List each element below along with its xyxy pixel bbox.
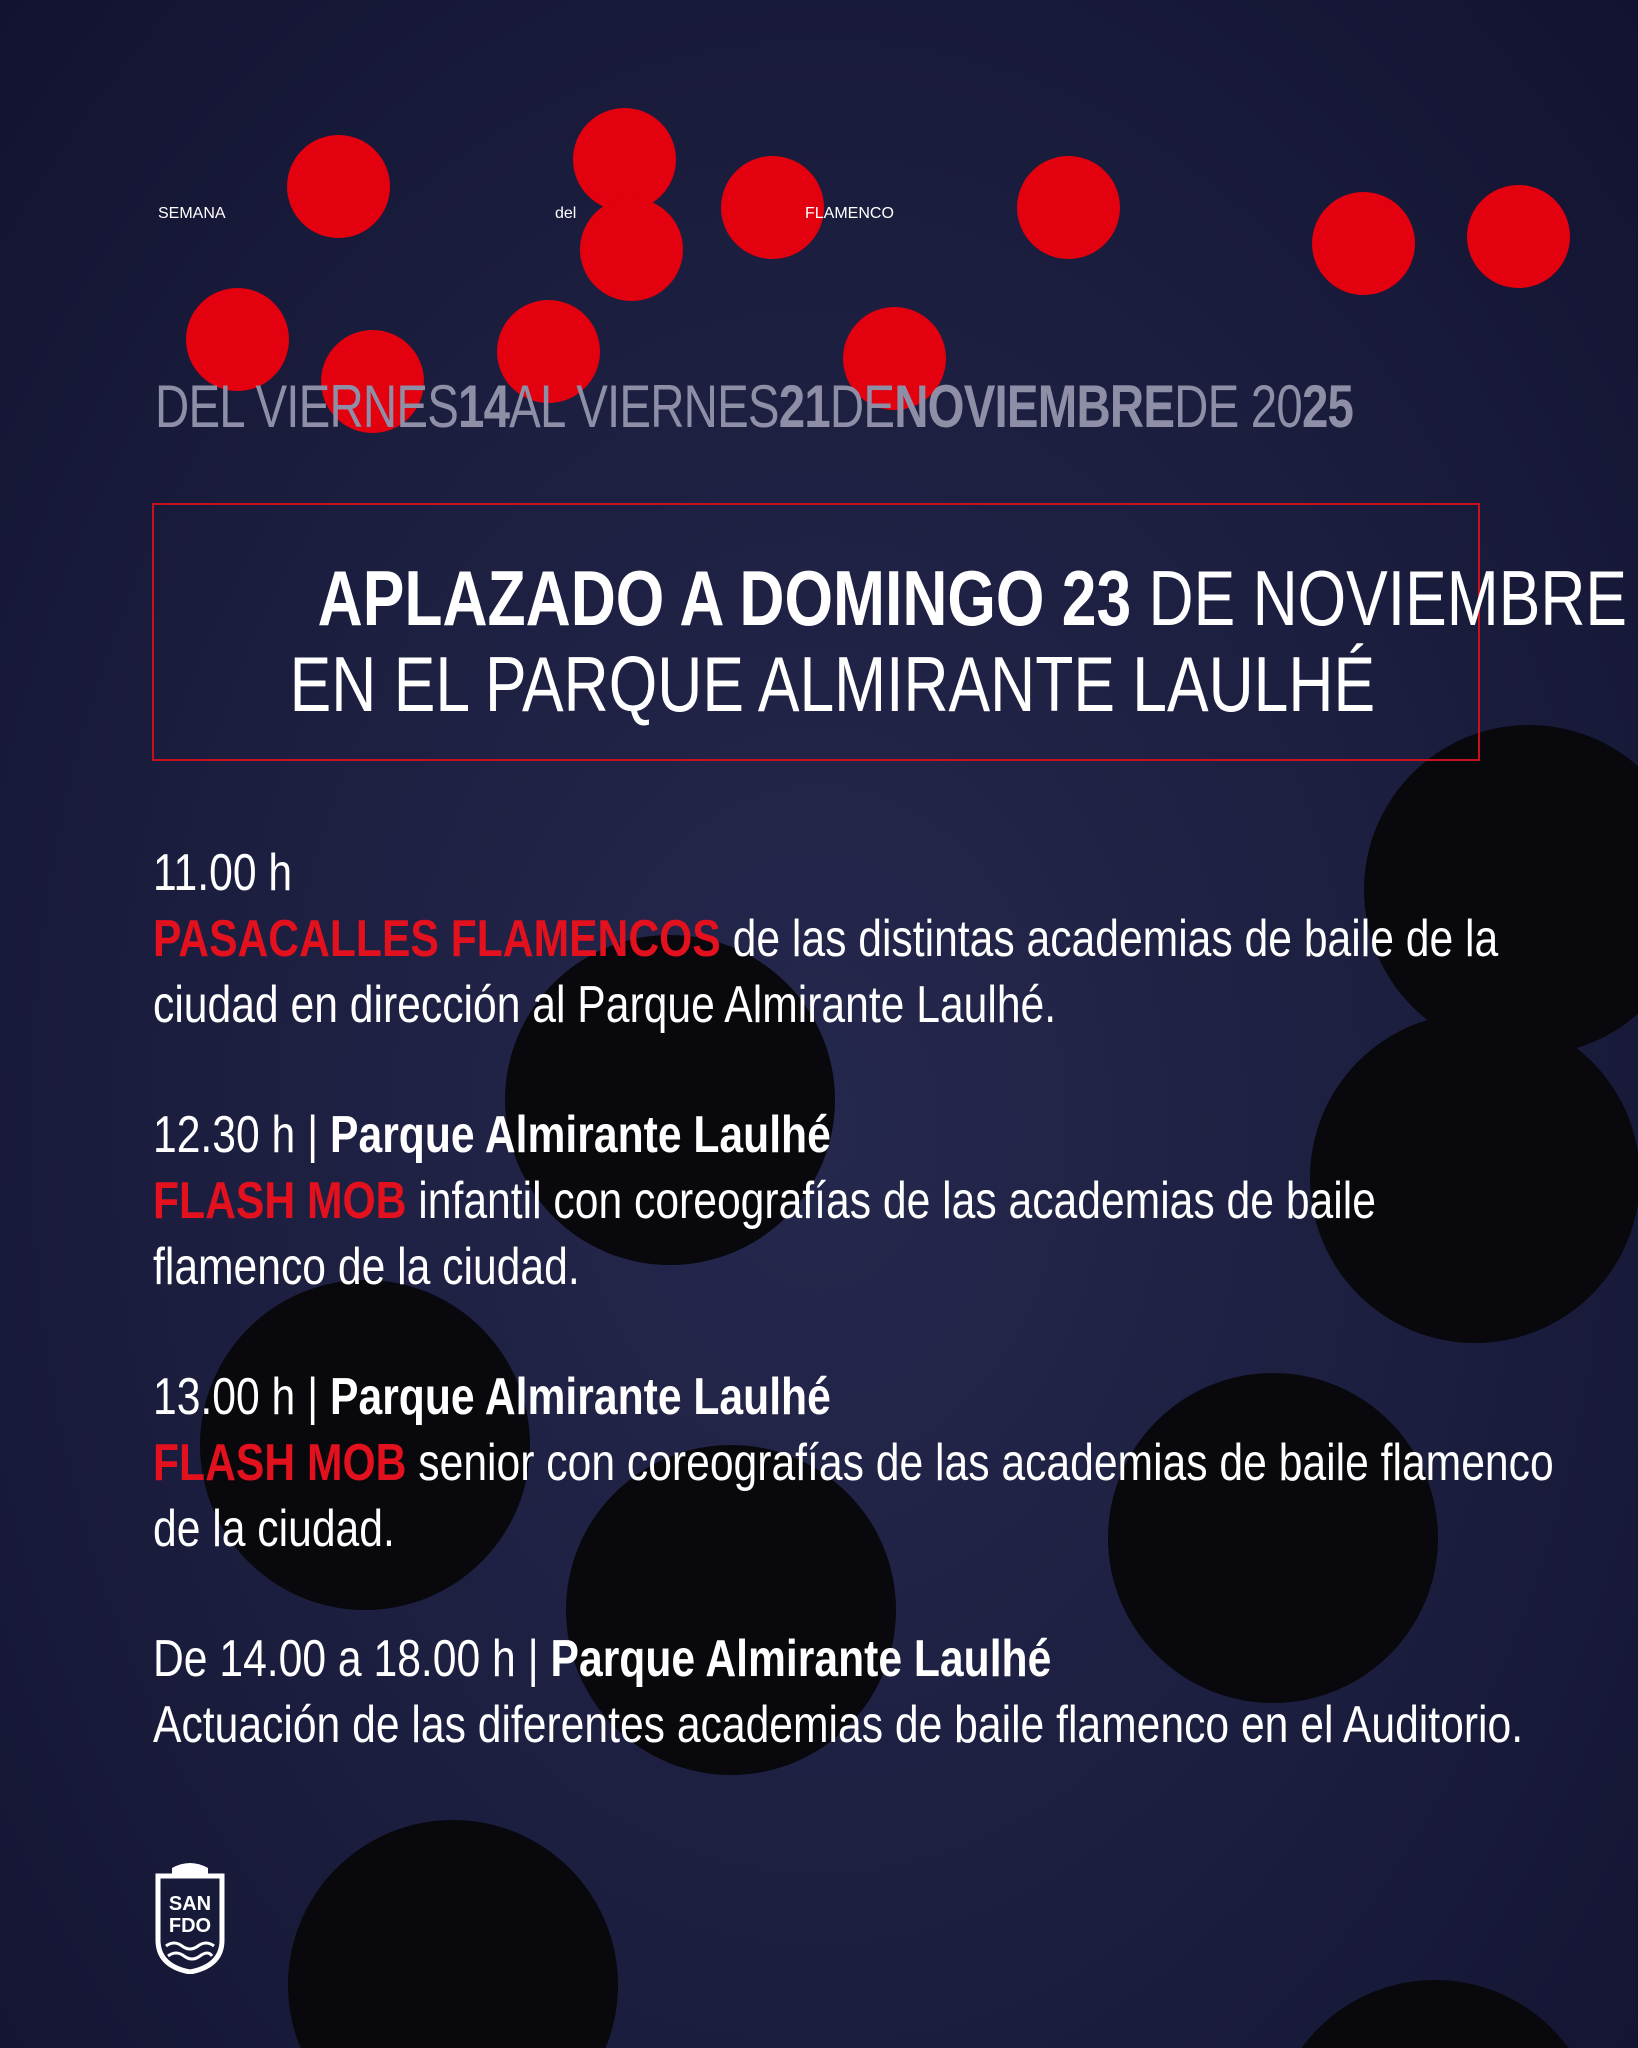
red-dot [287,135,390,238]
event-item: De 14.00 a 18.00 h | Parque Almirante Laulhé Actuación de las diferentes academias de baile flamenco en el Auditorio. [153,1630,1524,1754]
event-highlight: FLASH MOB [153,1172,407,1230]
title-semana: SEMANA [158,205,226,222]
red-dot [573,108,676,211]
event-time: 14.00 [219,1630,327,1688]
date-range: DEL VIERNES14AL VIERNES21DENOVIEMBREDE 2025 [155,373,1354,440]
event-highlight: PASACALLES FLAMENCOS [153,910,721,968]
notice-line-1: APLAZADO A DOMINGO 23 DE NOVIEMBRE [317,554,1628,642]
red-dot [1467,185,1570,288]
postponed-notice [152,503,1628,761]
red-dot [580,198,683,301]
svg-text:FDO: FDO [168,1915,212,1937]
black-dot [288,1820,618,2048]
event-item: 11.00 h PASACALLES FLAMENCOS de las distintas academias de baile de la ciudad en dirección al Parque Almirante Laulhé. [153,844,1499,1034]
event-time: 13.00 [153,1368,260,1426]
event-place: Parque Almirante Laulhé [550,1630,1052,1688]
title-flamenco: FLAMENCO [805,205,894,222]
black-dot [1270,1980,1600,2048]
event-highlight: FLASH MOB [153,1434,407,1492]
svg-text:SAN: SAN [168,1893,212,1915]
event-time: 12.30 [153,1106,260,1164]
notice-line-2: EN EL PARQUE ALMIRANTE LAULHÉ [289,640,1376,728]
event-time: 11.00 [153,844,257,902]
event-place: Parque Almirante Laulhé [330,1368,831,1426]
event-item: 13.00 h | Parque Almirante Laulhé FLASH MOB senior con coreografías de las academias de baile flamenco de la ciudad. [153,1368,1554,1558]
event-time-end: 18.00 [373,1630,481,1688]
title-del: del [555,205,577,222]
city-logo-icon [152,1858,228,1974]
event-place: Parque Almirante Laulhé [330,1106,831,1164]
red-dot [1312,192,1415,295]
event-item: 12.30 h | Parque Almirante Laulhé FLASH MOB infantil con coreografías de las academias de baile flamenco de la ciudad. [153,1106,1376,1296]
red-dot [1017,156,1120,259]
